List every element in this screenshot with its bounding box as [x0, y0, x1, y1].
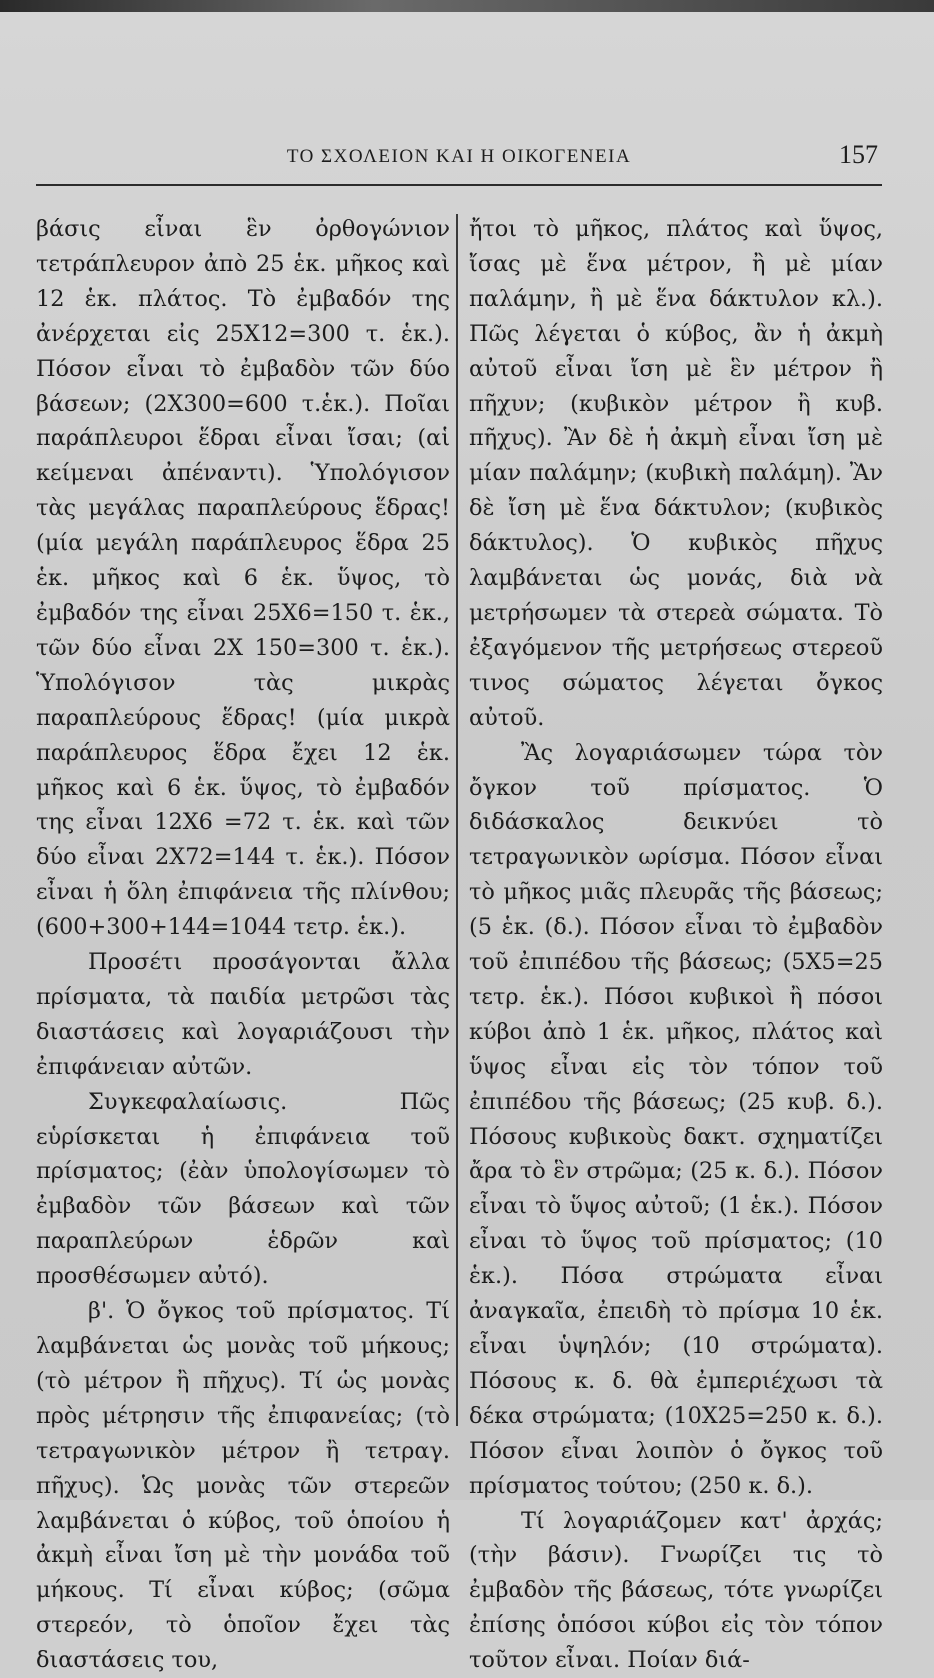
paragraph: Συγκεφαλαίωσις. Πῶς εὑρίσκεται ἡ ἐπιφάνεια τοῦ πρίσματος; (ἐὰν ὑπολογίσωμεν τὸ ἐμβαδὸν τῶν βάσεων καὶ τῶν παραπλεύρων ἑδρῶν καὶ προσθέσωμεν αὐτό).: [36, 1088, 450, 1290]
paragraph: βάσις εἶναι ἓν ὀρθογώνιον τετράπλευρον ἀπὸ 25 ἑκ. μῆκος καὶ 12 ἑκ. πλάτος. Τὸ ἐμβαδόν της ἀνέρχεται εἰς 25Χ12=300 τ. ἑκ.). Πόσον εἶναι τὸ ἐμβαδὸν τῶν δύο βάσεων; (2Χ300=600 τ.ἑκ.). Ποῖαι παράπλευροι ἕδραι εἶναι ἴσαι; (αἱ κείμεναι ἀπέναντι). Ὑπολόγισον τὰς μεγάλας παραπλεύρους ἕδρας! (μία μεγάλη παράπλευρος ἕδρα 25 ἑκ. μῆκος καὶ 6 ἑκ. ὕψος, τὸ ἐμβαδόν της εἶναι 25Χ6=150 τ. ἑκ., τῶν δύο εἶναι 2Χ 150=300 τ. ἑκ.). Ὑπολόγισον τὰς μικρὰς παραπλεύρους ἕδρας! (μία μικρὰ παράπλευρος ἕδρα ἔχει 12 ἑκ. μῆκος καὶ 6 ἑκ. ὕψος, τὸ ἐμβαδόν της εἶναι 12Χ6 =72 τ. ἑκ. καὶ τῶν δύο εἶναι 2Χ72=144 τ. ἑκ.). Πόσον εἶναι ἡ ὅλη ἐπιφάνεια τῆς πλίνθου; (600+300+144=1044 τετρ. ἑκ.).: [36, 216, 450, 941]
paragraph: Προσέτι προσάγονται ἄλλα πρίσματα, τὰ παιδία μετρῶσι τὰς διαστάσεις καὶ λογαριάζουσι τὴν ἐπιφάνειαν αὐτῶν.: [36, 949, 450, 1080]
right-column: [469, 212, 883, 1678]
page-header: [36, 140, 882, 186]
paragraph: β'. Ὁ ὄγκος τοῦ πρίσματος. Τί λαμβάνεται ὡς μονὰς τοῦ μήκους; (τὸ μέτρον ἢ πῆχυς). Τί ὡς μονὰς πρὸς μέτρησιν τῆς ἐπιφανείας; (τὸ τετραγωνικὸν μέτρον ἢ τετραγ. πῆχυς). Ὡς μονὰς τῶν στερεῶν λαμβάνεται ὁ κύβος, τοῦ ὁποίου ἡ ἀκμὴ εἶναι ἴση μὲ τὴν μονάδα τοῦ μήκους. Τί εἶναι κύβος; (σῶμα στερεόν, τὸ ὁποῖον ἔχει τὰς διαστάσεις του,: [36, 1298, 450, 1674]
column-divider: [456, 214, 458, 1426]
paragraph: ἤτοι τὸ μῆκος, πλάτος καὶ ὕψος, ἴσας μὲ ἕνα μέτρον, ἢ μὲ μίαν παλάμην, ἢ μὲ ἕνα δάκτυλον κλ.). Πῶς λέγεται ὁ κύβος, ἂν ἡ ἀκμὴ αὐτοῦ εἶναι ἴση μὲ ἓν μέτρον ἢ πῆχυν; (κυβικὸν μέτρον ἢ κυβ. πῆχυς). Ἂν δὲ ἡ ἀκμὴ εἶναι ἴση μὲ μίαν παλάμην; (κυβικὴ παλάμη). Ἂν δὲ ἴση μὲ ἕνα δάκτυλον; (κυβικὸς δάκτυλος). Ὁ κυβικὸς πῆχυς λαμβάνεται ὡς μονάς, διὰ νὰ μετρήσωμεν τὰ στερεὰ σώματα. Τὸ ἐξαγόμενον τῆς μετρήσεως στερεοῦ τινος σώματος λέγεται ὄγκος αὐτοῦ.: [469, 216, 883, 731]
paragraph: Ἂς λογαριάσωμεν τώρα τὸν ὄγκον τοῦ πρίσματος. Ὁ διδάσκαλος δεικνύει τὸ τετραγωνικὸν ωρίσμα. Πόσον εἶναι τὸ μῆκος μιᾶς πλευρᾶς τῆς βάσεως; (5 ἑκ. (δ.). Πόσον εἶναι τὸ ἐμβαδὸν τοῦ ἐπιπέδου τῆς βάσεως; (5Χ5=25 τετρ. ἑκ.). Πόσοι κυβικοὶ ἢ πόσοι κύβοι ἀπὸ 1 ἑκ. μῆκος, πλάτος καὶ ὕψος εἶναι εἰς τὸν τόπον τοῦ ἐπιπέδου τῆς βάσεως; (25 κυβ. δ.). Πόσους κυβικοὺς δακτ. σχηματίζει ἄρα τὸ ἓν στρῶμα; (25 κ. δ.). Πόσον εἶναι τὸ ὕψος αὐτοῦ; (1 ἑκ.). Πόσον εἶναι τὸ ὕψος τοῦ πρίσματος; (10 ἑκ.). Πόσα στρώματα εἶναι ἀναγκαῖα, ἐπειδὴ τὸ πρίσμα 10 ἑκ. εἶναι ὑψηλόν; (10 στρώματα). Πόσους κ. δ. θὰ ἐμπεριέχωσι τὰ δέκα στρώματα; (10Χ25=250 κ. δ.). Πόσον εἶναι λοιπὸν ὁ ὄγκος τοῦ πρίσματος τούτου; (250 κ. δ.).: [469, 739, 883, 1499]
page-number: 157: [839, 140, 878, 169]
left-column: [36, 212, 450, 1678]
running-title: ΤΟ ΣΧΟΛΕΙΟΝ ΚΑΙ Η ΟΙΚΟΓΕΝΕΙΑ: [286, 146, 632, 167]
paragraph: Τί λογαριάζομεν κατ' ἀρχάς; (τὴν βάσιν). Γνωρίζει τις τὸ ἐμβαδὸν τῆς βάσεως, τότε γνωρίζει ἐπίσης ὁπόσοι κύβοι εἰς τὸν τόπον τοῦτον εἶναι. Ποίαν διά-: [469, 1507, 883, 1674]
page-top-edge: [0, 0, 934, 12]
